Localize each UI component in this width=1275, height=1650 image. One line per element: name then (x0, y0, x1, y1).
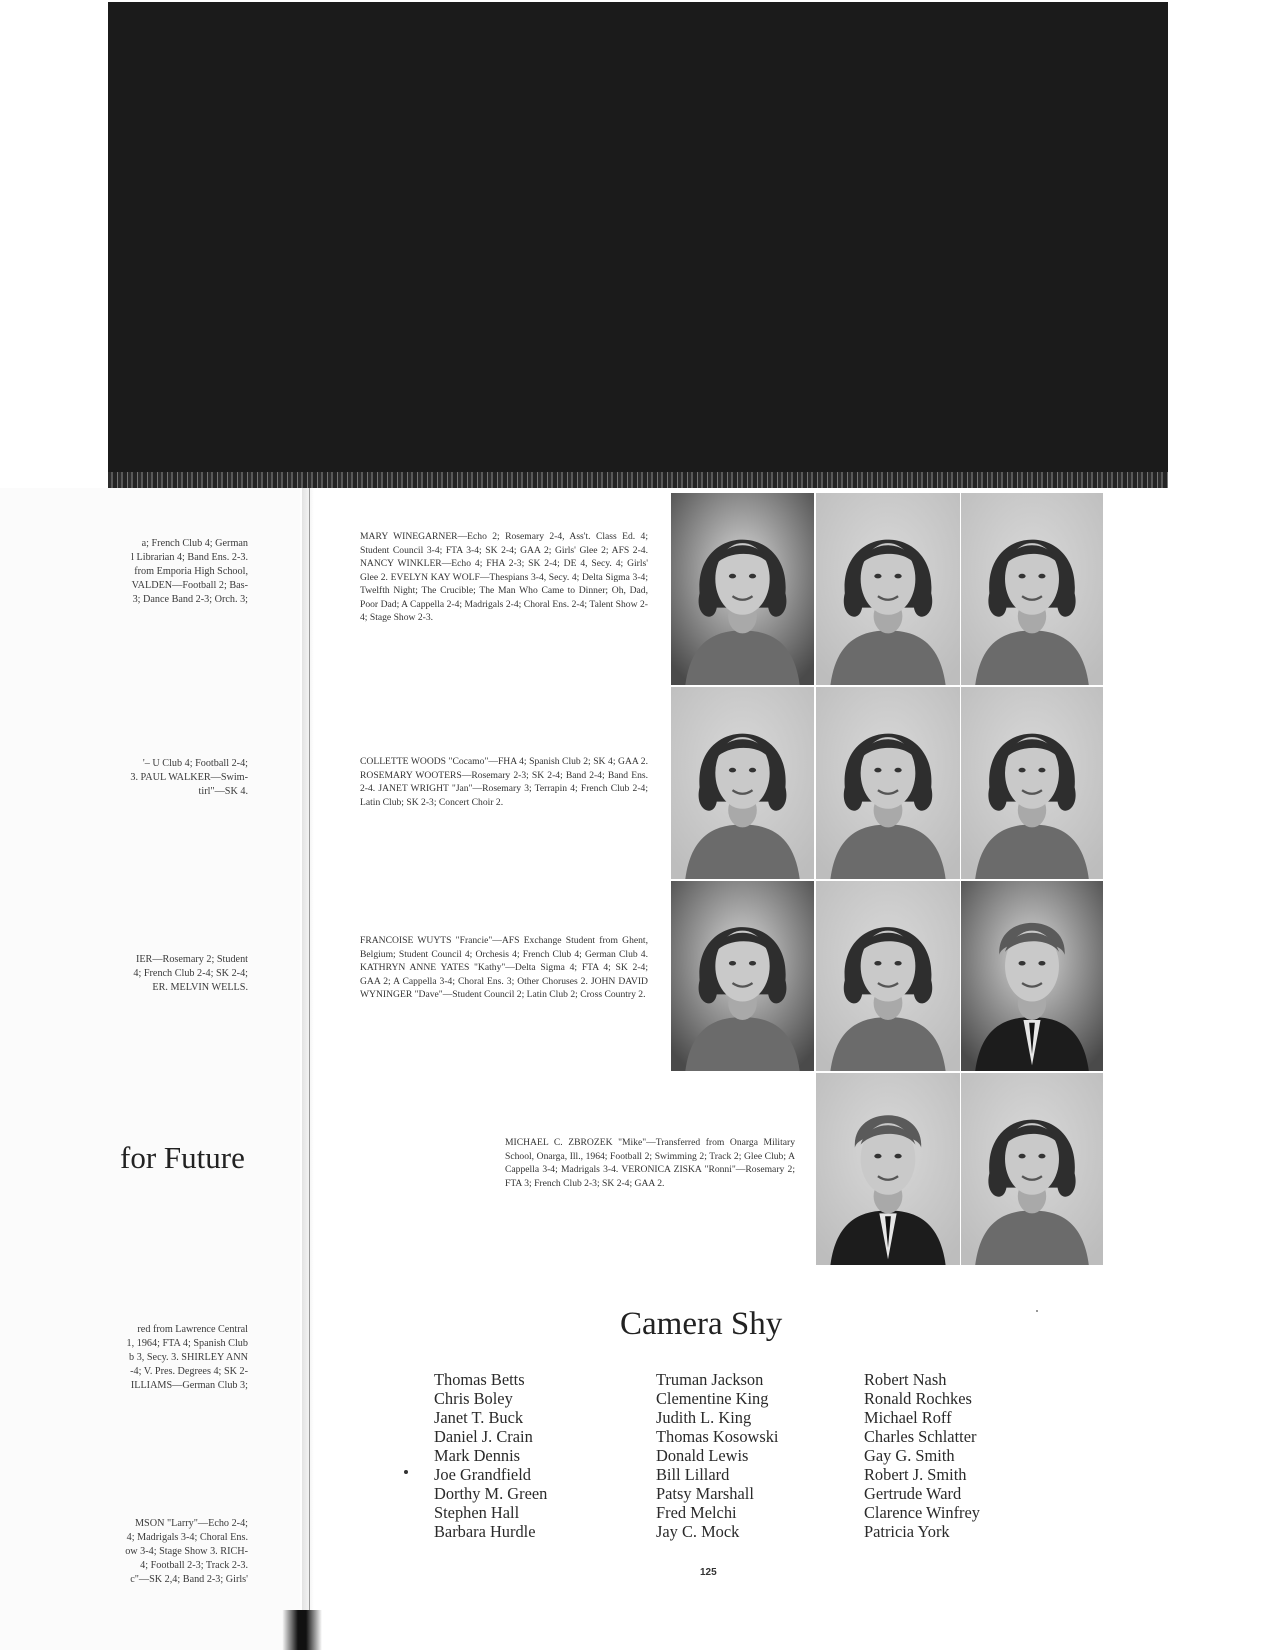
camera-shy-name: Robert J. Smith (864, 1465, 967, 1484)
portrait-drawing (671, 493, 814, 685)
fragment-line: VALDEN—Football 2; Bas- (131, 580, 248, 591)
bio-woods-wright: COLLETTE WOODS "Cocamo"—FHA 4; Spanish Club 2; SK 4; GAA 2. ROSEMARY WOOTERS—Rosemary 2-3; SK 2-4; Band 2-4; Band Ens. 2-4. JANET WRIGHT "Jan"—Rosemary 3; Terrapin 4; French Club 2-4; Latin Club; SK 2-3; Concert Choir 2. (360, 756, 648, 808)
portrait-drawing (961, 493, 1103, 685)
left-page-text-fragment (108, 953, 248, 995)
left-page-text-fragment (108, 1517, 248, 1587)
fragment-line: 3; Dance Band 2-3; Orch. 3; (132, 594, 248, 605)
left-page-text-fragment (108, 1323, 248, 1393)
portrait-drawing (816, 493, 960, 685)
camera-shy-name: Patricia York (864, 1522, 950, 1541)
camera-shy-name: Thomas Betts (434, 1370, 525, 1389)
student-portrait (960, 492, 1104, 686)
camera-shy-name: Stephen Hall (434, 1503, 520, 1522)
fragment-line: -4; V. Pres. Degrees 4; SK 2- (130, 1366, 248, 1377)
camera-shy-name: Jay C. Mock (656, 1522, 740, 1541)
fragment-line: 4; Madrigals 3-4; Choral Ens. (126, 1532, 248, 1543)
camera-shy-name: Joe Grandfield (434, 1465, 531, 1484)
camera-shy-name: Truman Jackson (656, 1370, 764, 1389)
camera-shy-column-3 (864, 1370, 980, 1541)
student-portrait (670, 686, 815, 880)
fragment-line: '– U Club 4; Football 2-4; (142, 758, 248, 769)
fragment-line: b 3, Secy. 3. SHIRLEY ANN (129, 1352, 248, 1363)
camera-shy-name: Bill Lillard (656, 1465, 730, 1484)
camera-shy-name: Gay G. Smith (864, 1446, 955, 1465)
fragment-line: 3. PAUL WALKER—Swim- (130, 772, 248, 783)
camera-shy-name: Patsy Marshall (656, 1484, 754, 1503)
gutter-shadow (282, 1610, 322, 1650)
scan-speck (1036, 1310, 1038, 1312)
camera-shy-name: Ronald Rochkes (864, 1389, 972, 1408)
portrait-drawing (816, 687, 960, 879)
left-page-text-fragment (108, 537, 248, 607)
portrait-drawing (816, 881, 960, 1071)
portrait-drawing (816, 1073, 960, 1265)
fragment-line: 1, 1964; FTA 4; Spanish Club (126, 1338, 248, 1349)
bio-zbrozek-ziska: MICHAEL C. ZBROZEK "Mike"—Transferred from Onarga Military School, Onarga, Ill., 1964; Football 2; Swimming 2; Track 2; Glee Club; A Cappella 3-4; Madrigals 3-4. VERONICA ZISKA "Ronni"—Rosemary 2; FTA 3; French Club 2-3; SK 2-4; GAA 2. (505, 1137, 795, 1189)
fragment-line: ow 3-4; Stage Show 3. RICH- (125, 1546, 248, 1557)
portrait-drawing (671, 687, 814, 879)
scan-edge-noise (108, 472, 1168, 488)
page-gutter (302, 488, 314, 1650)
camera-shy-name: Dorthy M. Green (434, 1484, 548, 1503)
bullet-mark (404, 1470, 408, 1474)
camera-shy-name: Clarence Winfrey (864, 1503, 980, 1522)
portrait-drawing (671, 881, 814, 1071)
camera-shy-column-1 (434, 1370, 547, 1541)
camera-shy-name: Michael Roff (864, 1408, 952, 1427)
camera-shy-name: Daniel J. Crain (434, 1427, 533, 1446)
camera-shy-name: Chris Boley (434, 1389, 513, 1408)
left-page (0, 488, 300, 1650)
fragment-line: ILLIAMS—German Club 3; (130, 1380, 248, 1391)
dark-scan-band (108, 2, 1168, 488)
camera-shy-name: Gertrude Ward (864, 1484, 962, 1503)
camera-shy-name: Thomas Kosowski (656, 1427, 779, 1446)
fragment-line: ER. MELVIN WELLS. (152, 982, 248, 993)
portrait-drawing (961, 1073, 1103, 1265)
fragment-line: tirl"—SK 4. (198, 786, 248, 797)
camera-shy-name: Clementine King (656, 1389, 769, 1408)
portrait-drawing (961, 881, 1103, 1071)
camera-shy-name: Charles Schlatter (864, 1427, 977, 1446)
camera-shy-name: Robert Nash (864, 1370, 947, 1389)
page-number: 125 (700, 1567, 717, 1578)
fragment-line: 4; French Club 2-4; SK 2-4; (133, 968, 248, 979)
student-portrait (960, 1072, 1104, 1266)
student-portrait (815, 880, 961, 1072)
fragment-line: from Emporia High School, (134, 566, 248, 577)
student-portrait (670, 492, 815, 686)
fragment-line: l Librarian 4; Band Ens. 2-3. (131, 552, 248, 563)
left-page-text-fragment (108, 757, 248, 799)
bio-winegarner-wolf: MARY WINEGARNER—Echo 2; Rosemary 2-4, Ass't. Class Ed. 4; Student Council 3-4; FTA 3-4; SK 2-4; GAA 2; Girls' Glee 2; AFS 2-4. NANCY WINKLER—Echo 4; FHA 2-3; SK 2-4; DE 4, Secy. 4; Girls' Glee 2. EVELYN KAY WOLF—Thespians 3-4, Secy. 4; Delta Sigma 3-4; Twelfth Night; The Crucible; The Man Who Came to Dinner; Oh, Dad, Poor Dad; A Cappella 2-4; Madrigals 2-4; Choral Ens. 2-4; Talent Show 2-4; Stage Show 2-3. (360, 531, 648, 623)
fragment-line: red from Lawrence Central (137, 1324, 248, 1335)
student-portrait (670, 880, 815, 1072)
student-portrait (960, 880, 1104, 1072)
camera-shy-name: Fred Melchi (656, 1503, 737, 1522)
camera-shy-column-2 (656, 1370, 778, 1541)
portrait-drawing (961, 687, 1103, 879)
fragment-line: IER—Rosemary 2; Student (135, 954, 248, 965)
bio-wuyts-wyninger: FRANCOISE WUYTS "Francie"—AFS Exchange Student from Ghent, Belgium; Student Council 4; Orchesis 4; French Club 4; German Club 4. KATHRYN ANNE YATES "Kathy"—Delta Sigma 4; FTA 4; SK 2-4; GAA 2; A Cappella 3-4; Choral Ens. 3; Other Choruses 2. JOHN DAVID WYNINGER "Dave"—Student Council 2; Latin Club 2; Cross Country 2. (360, 935, 648, 1000)
camera-shy-heading: Camera Shy (620, 1306, 783, 1342)
student-portrait (960, 686, 1104, 880)
fragment-line: MSON "Larry"—Echo 2-4; (134, 1518, 248, 1529)
fragment-line: c"—SK 2,4; Band 2-3; Girls' (130, 1574, 248, 1585)
gutter-line (309, 488, 310, 1650)
camera-shy-name: Janet T. Buck (434, 1408, 524, 1427)
fragment-line: a; French Club 4; German (141, 538, 248, 549)
camera-shy-name: Barbara Hurdle (434, 1522, 536, 1541)
student-portrait (815, 686, 961, 880)
left-page-heading: for Future (120, 1140, 245, 1175)
camera-shy-name: Judith L. King (656, 1408, 752, 1427)
fragment-line: 4; Football 2-3; Track 2-3. (140, 1560, 248, 1571)
student-portrait (815, 492, 961, 686)
camera-shy-name: Mark Dennis (434, 1446, 521, 1465)
camera-shy-name: Donald Lewis (656, 1446, 749, 1465)
student-portrait (815, 1072, 961, 1266)
